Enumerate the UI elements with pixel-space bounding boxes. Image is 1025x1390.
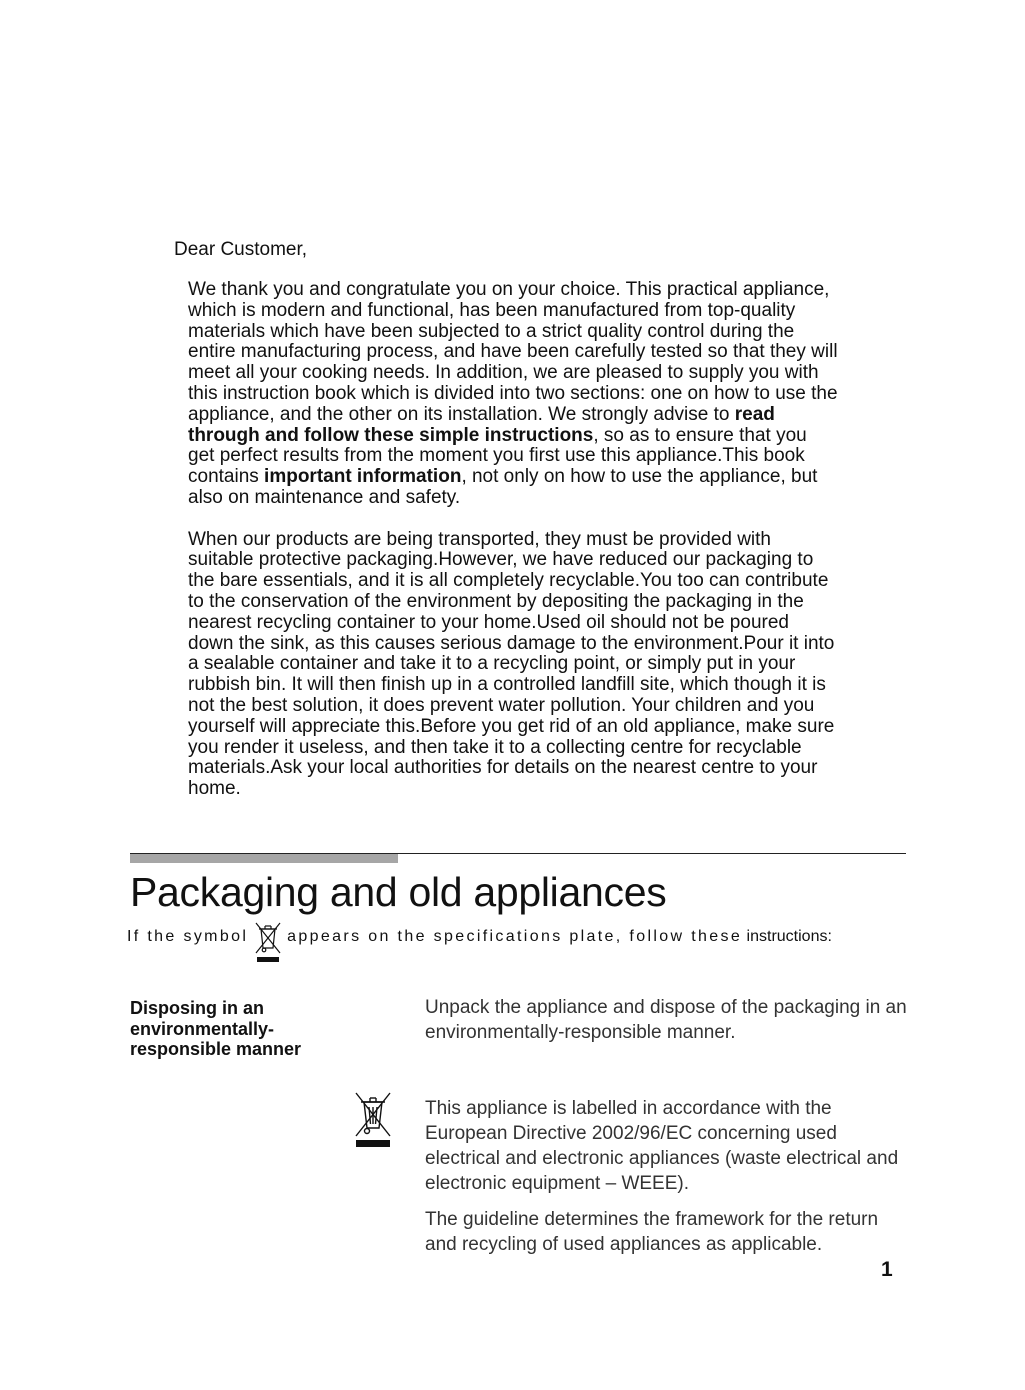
intro-paragraph (188, 280, 838, 509)
symbol-instruction (127, 926, 897, 964)
letter-body (188, 280, 838, 800)
crossed-out-wheelie-bin-icon (253, 920, 283, 964)
intro-bold-1: read through and follow these simple instructions (188, 403, 775, 446)
transport-paragraph: When our products are being transported, they must be provided with suitable protective packaging.However, we have reduced our packaging to the bare essentials, and it is all completely recyclable.You too can contribute to the conservation of the environment by depositing the packaging in the nearest recycling container to your home.Used oil should not be poured down the sink, as this causes serious damage to the environment.Pour it into a sealable container and take it to a recycling point, or simply put in your rubbish bin. It will then finish up in a controlled landfill site, which though it is not the best solution, it does prevent water pollution. Your children and you yourself will appreciate this.Before you get rid of an old appliance, make sure you render it useless, and then take it to a collecting centre for recyclable materials.Ask your local authorities for details on the nearest centre to your home. (188, 528, 835, 800)
section-title: Packaging and old appliances (130, 869, 667, 915)
weee-text: This appliance is labelled in accordance with the European Directive 2002/96/EC concerning used electrical and electronic appliances (waste electrical and electronic equipment – WEEE). (425, 1098, 899, 1194)
intro-text-3: , not only on how to use the appliance, but also on maintenance and safety. (188, 466, 818, 508)
symbol-text-before: If the symbol (127, 928, 249, 945)
guideline-text: The guideline determines the framework for the return and recycling of used appliances as applicable. (425, 1209, 879, 1255)
intro-text-1: We thank you and congratulate you on your choice. This practical appliance, which is modern and functional, has been manufactured from top-quality materials which have been subjected to a strict quality control during the entire manufacturing process, and have been carefully tested so that they will meet all your cooking needs. In addition, we are pleased to supply you with this instruction book which is divided into two sections: one on how to use the appliance, and the other on its installation. We strongly advise to (188, 279, 838, 425)
weee-bin-icon (352, 1090, 394, 1150)
greeting: Dear Customer, (174, 239, 308, 260)
disposal-heading: Disposing in an environmentally-responsible manner (130, 998, 302, 1059)
page-number: 1 (881, 1258, 893, 1281)
unpack-text: Unpack the appliance and dispose of the packaging in an environmentally-responsible manner. (425, 997, 907, 1043)
symbol-text-after: appears on the specifications plate, follow these (287, 928, 743, 945)
intro-text-2: , so as to ensure that you get perfect results from the moment you first use this appliance.This book contains (188, 424, 807, 488)
section-divider-bar (130, 854, 398, 863)
symbol-text-end: instructions: (746, 928, 832, 945)
intro-bold-2: important information (264, 466, 462, 488)
